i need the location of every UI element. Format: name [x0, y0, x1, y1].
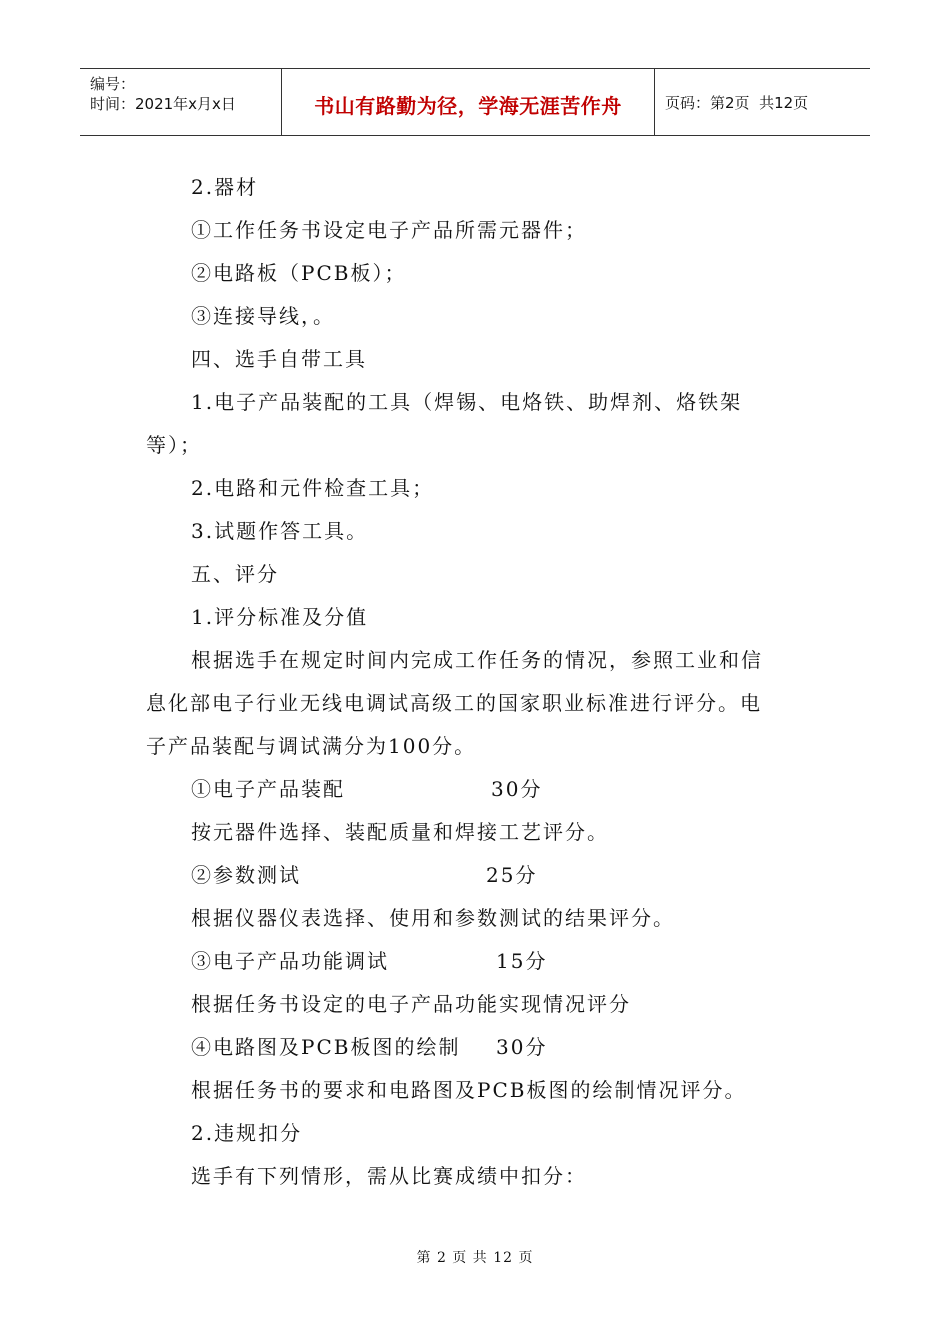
paragraph-line: 子产品装配与调试满分为100分。 [146, 734, 477, 758]
score-item-label: ②参数测试 [191, 863, 301, 887]
paragraph-line: 根据仪器仪表选择、使用和参数测试的结果评分。 [191, 906, 675, 930]
score-value: 30分 [496, 1035, 548, 1059]
document-body [146, 172, 796, 1204]
paragraph-line: 按元器件选择、装配质量和焊接工艺评分。 [191, 820, 609, 844]
paragraph-line: 根据选手在规定时间内完成工作任务的情况，参照工业和信 [191, 648, 763, 672]
paragraph-line: 息化部电子行业无线电调试高级工的国家职业标准进行评分。电 [146, 691, 762, 715]
list-item: ①工作任务书设定电子产品所需元器件； [191, 218, 587, 242]
list-item: 2.电路和元件检查工具； [191, 476, 435, 500]
score-value: 15分 [496, 949, 548, 973]
score-item [146, 1032, 796, 1075]
score-value: 25分 [486, 863, 538, 887]
section-heading: 五、评分 [191, 562, 279, 586]
paragraph-line: 根据任务书设定的电子产品功能实现情况评分 [191, 992, 631, 1016]
list-item: ②电路板（PCB板）； [191, 261, 407, 285]
page-footer: 第 2 页 共 12 页 [416, 1250, 534, 1266]
score-item [146, 946, 796, 989]
paragraph-line: 等）； [146, 433, 202, 457]
list-item: ③连接导线，。 [191, 304, 335, 328]
header-meta-cell [80, 69, 282, 135]
subsection-heading: 2.违规扣分 [191, 1121, 303, 1145]
score-value: 30分 [491, 777, 543, 801]
paragraph-line: 1.电子产品装配的工具（焊锡、电烙铁、助焊剂、烙铁架 [191, 390, 743, 414]
header-motto-cell [282, 69, 655, 135]
header-page-label: 页码：第2页 共12页 [665, 93, 809, 112]
page-header [80, 68, 870, 136]
score-item-label: ③电子产品功能调试 [191, 949, 389, 973]
paragraph-line: 根据任务书的要求和电路图及PCB板图的绘制情况评分。 [191, 1078, 747, 1102]
header-motto: 书山有路勤为径，学海无涯苦作舟 [314, 93, 622, 118]
score-item-label: ①电子产品装配 [191, 777, 345, 801]
score-item-label: ④电路图及PCB板图的绘制 [191, 1035, 461, 1059]
subsection-heading: 1.评分标准及分值 [191, 605, 369, 629]
header-page-cell [655, 69, 870, 135]
section-heading: 2.器材 [191, 175, 259, 199]
document-number-label: 编号： [90, 75, 136, 93]
paragraph-line: 选手有下列情形，需从比赛成绩中扣分： [191, 1164, 587, 1188]
section-heading: 四、选手自带工具 [191, 347, 367, 371]
score-item [146, 860, 796, 903]
document-date-label: 时间：2021年x月x日 [90, 95, 236, 113]
score-item [146, 774, 796, 817]
list-item: 3.试题作答工具。 [191, 519, 369, 543]
